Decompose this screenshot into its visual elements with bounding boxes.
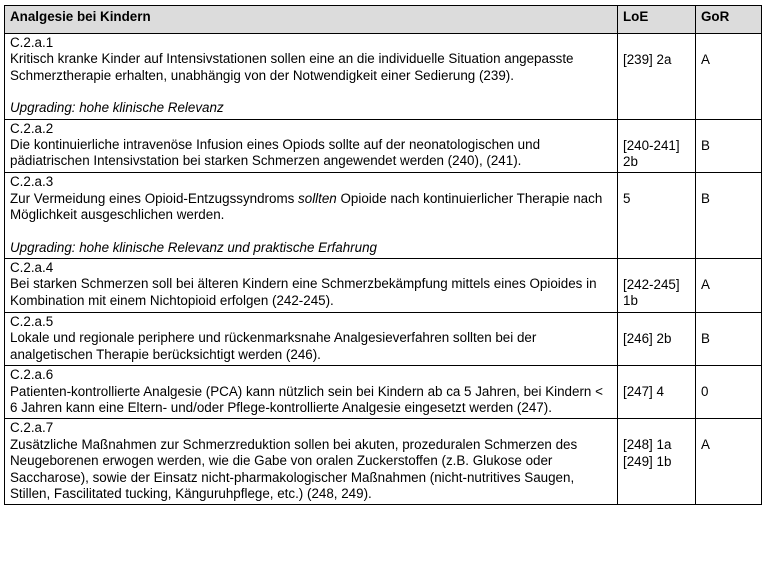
loe-cell xyxy=(618,34,696,120)
recommendation-table xyxy=(4,5,762,505)
recommendation-text: Die kontinuierliche intravenöse Infusion eines Opiods sollte auf der neonatologischen und pädiatrischen Intensivstation bei starken Schmerzen angewendet werden (240), (241). xyxy=(10,137,541,169)
recommendation-cell xyxy=(5,366,618,419)
header-gor: GoR xyxy=(696,6,762,34)
recommendation-text: Lokale und regionale periphere und rückenmarksnahe Analgesieverfahren sollten bei der analgetischen Therapie berücksichtigt werden (246). xyxy=(10,330,537,362)
recommendation-text: Kritisch kranke Kinder auf Intensivstationen sollen eine an die individuelle Situation angepasste Schmerztherapie erhalten, unabhängig von der Notwendigkeit einer Sedierung (239). xyxy=(10,51,574,83)
recommendation-id: C.2.a.7 xyxy=(10,420,54,436)
recommendation-text-end: Opioide nach kontinuierlicher Therapie nach Möglichkeit ausgeschlichen werden. xyxy=(10,190,603,223)
loe-value: 2b xyxy=(623,154,638,170)
table-row xyxy=(5,312,762,365)
loe-value: [239] 2a xyxy=(623,52,672,67)
upgrading-note: Upgrading: hohe klinische Relevanz xyxy=(10,100,224,116)
header-loe: LoE xyxy=(618,6,696,34)
loe-value: [247] 4 xyxy=(623,384,664,400)
loe-cell xyxy=(618,366,696,419)
recommendation-text: Bei starken Schmerzen soll bei älteren Kindern eine Schmerzbekämpfung mittels eines Opioides in Kombination mit einem Nichtopioid erfolgen (242-245). xyxy=(10,276,597,308)
gor-cell: A xyxy=(696,419,762,505)
recommendation-emphasis: sollten xyxy=(298,190,337,206)
loe-value: 5 xyxy=(623,191,631,207)
recommendation-cell xyxy=(5,173,618,259)
loe-cell xyxy=(618,259,696,313)
recommendation-cell xyxy=(5,312,618,365)
table-row xyxy=(5,173,762,259)
recommendation-cell xyxy=(5,119,618,173)
header-topic: Analgesie bei Kindern xyxy=(5,6,618,34)
loe-cell xyxy=(618,173,696,259)
recommendation-id: C.2.a.1 xyxy=(10,35,54,50)
loe-cell xyxy=(618,119,696,173)
table-row xyxy=(5,366,762,419)
gor-cell: B xyxy=(696,312,762,365)
recommendation-text-start: Zur Vermeidung eines Opioid-Entzugssyndroms xyxy=(10,190,299,206)
recommendation-text: Patienten-kontrollierte Analgesie (PCA) kann nützlich sein bei Kindern ab ca 5 Jahren, bei Kindern < 6 Jahren kann eine Eltern- und/oder Pflege-kontrollierte Analgesie eingesetzt werden (247). xyxy=(10,383,603,415)
recommendation-text: Zusätzliche Maßnahmen zur Schmerzreduktion sollen bei akuten, prozeduralen Schmerzen des Neugeborenen erwogen werden, wie die Gabe von oralen Zuckerstoffen (z.B. Glukose oder Saccharose), sowie der Einsatz nicht-pharmakologischer Maßnahmen (nicht-nutritives Saugen, Stillen, Fascilitated tucking, Känguruhpflege, etc.) (248, 249). xyxy=(10,436,578,501)
loe-value: [240-241] xyxy=(623,137,680,153)
loe-cell xyxy=(618,312,696,365)
loe-value: [246] 2b xyxy=(623,330,672,346)
table-row xyxy=(5,419,762,505)
recommendation-id: C.2.a.6 xyxy=(10,367,54,383)
gor-cell: B xyxy=(696,119,762,173)
gor-cell: 0 xyxy=(696,366,762,419)
gor-cell: B xyxy=(696,173,762,259)
loe-value: 1b xyxy=(623,293,638,309)
loe-value: [248] 1a xyxy=(623,437,672,453)
loe-value: [249] 1b xyxy=(623,453,672,469)
recommendation-cell xyxy=(5,419,618,505)
recommendation-id: C.2.a.5 xyxy=(10,313,54,329)
table-row xyxy=(5,34,762,120)
table-row xyxy=(5,259,762,313)
loe-value: [242-245] xyxy=(623,277,680,293)
upgrading-note: Upgrading: hohe klinische Relevanz und praktische Erfahrung xyxy=(10,239,377,255)
loe-cell xyxy=(618,419,696,505)
recommendation-cell xyxy=(5,259,618,313)
gor-cell: A xyxy=(696,34,762,120)
recommendation-id: C.2.a.4 xyxy=(10,260,54,276)
recommendation-id: C.2.a.3 xyxy=(10,174,54,190)
gor-cell: A xyxy=(696,259,762,313)
table-row xyxy=(5,119,762,173)
table-header-row xyxy=(5,6,762,34)
recommendation-id: C.2.a.2 xyxy=(10,120,54,136)
recommendation-cell xyxy=(5,34,618,120)
